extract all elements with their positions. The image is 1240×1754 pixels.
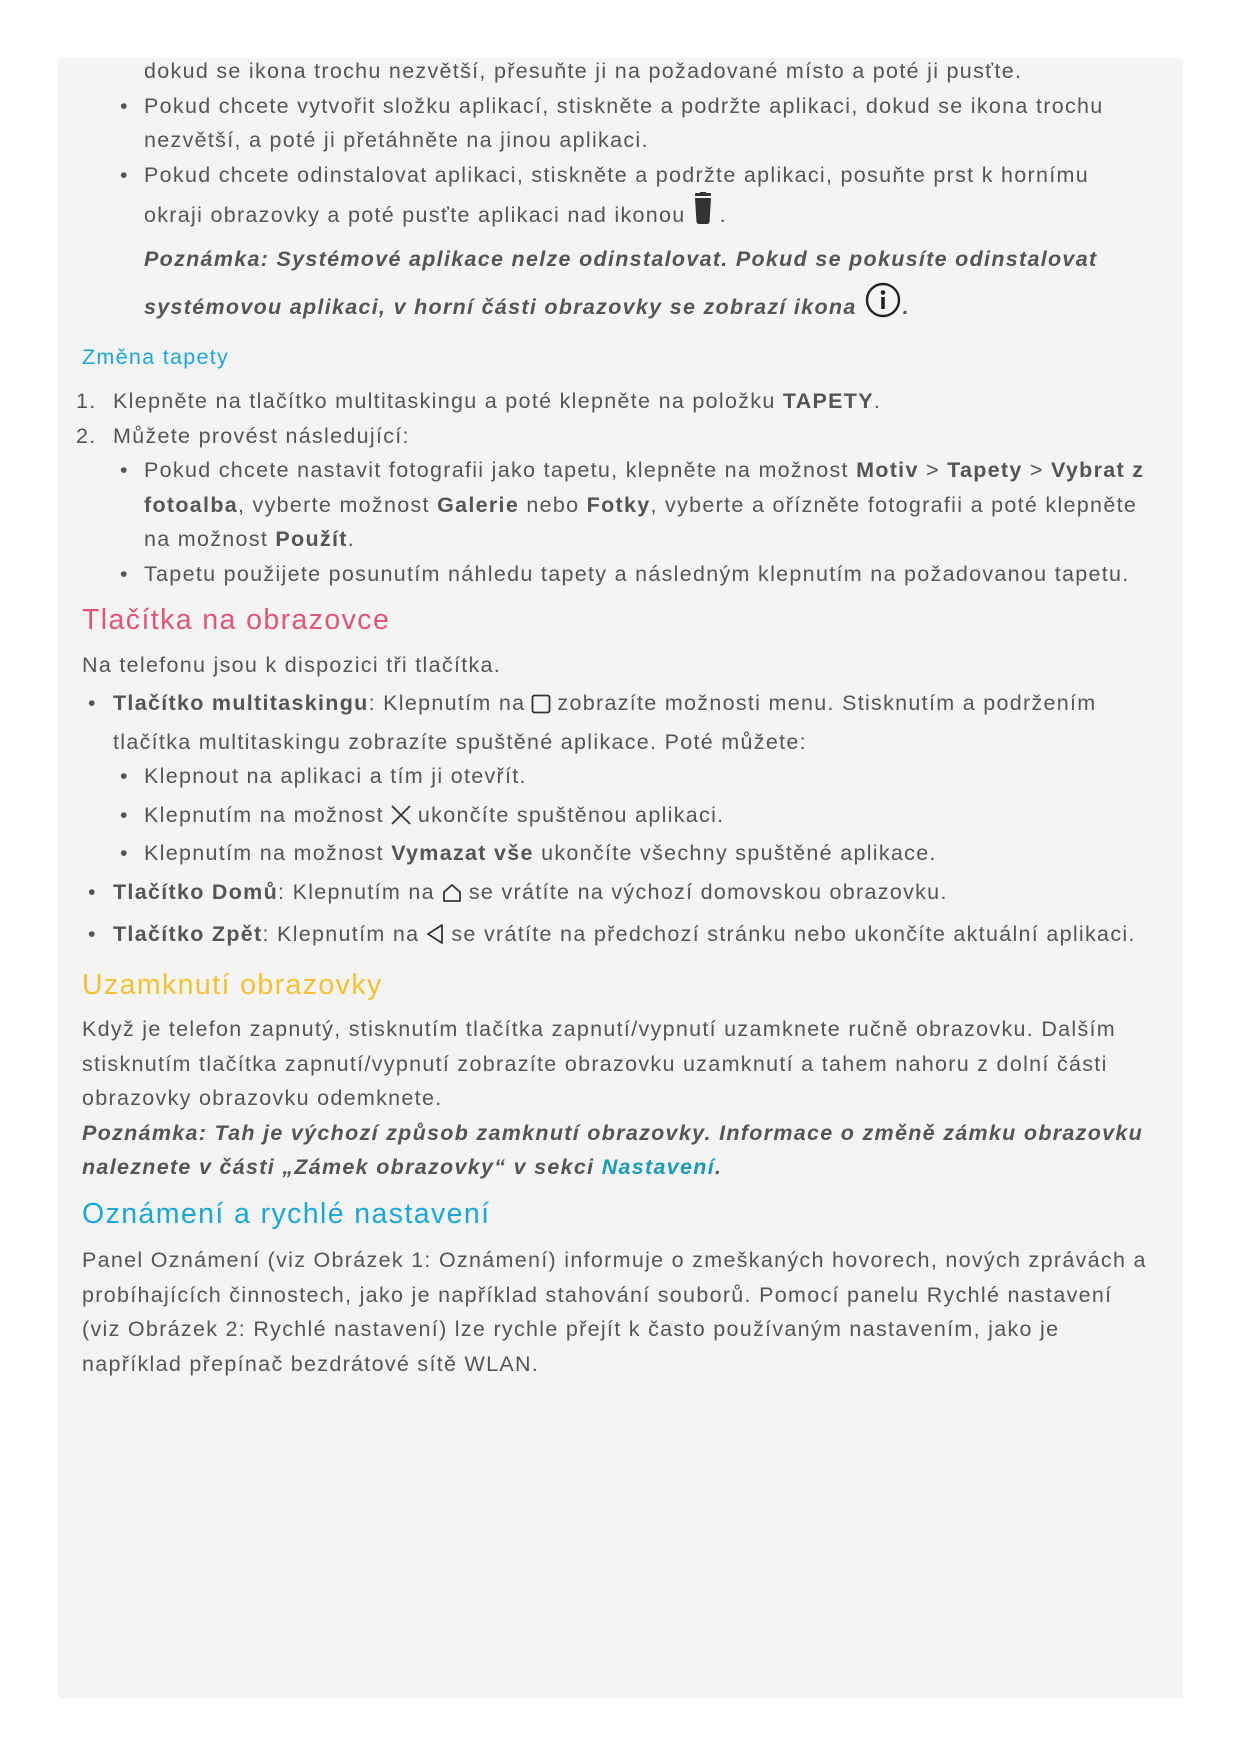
close-icon <box>390 802 412 837</box>
wallpaper-steps <box>76 384 1152 453</box>
list-item: • Klepnutím na možnost ukončíte spuštěnou aplikaci. <box>82 798 1152 837</box>
note-system-apps: Poznámka: Systémové aplikace nelze odinstalovat. Pokud se pokusíte odinstalovat systémovou aplikaci, v horní části obrazovky se zobrazí ikona . <box>82 237 1152 334</box>
intro-line1: dokud se ikona trochu nezvětší, přesuňte ji na požadované místo a poté ji pusťte. <box>144 59 1023 83</box>
section-heading-buttons: Tlačítka na obrazovce <box>82 604 391 636</box>
home-icon <box>441 879 463 914</box>
list-item: 1. Klepněte na tlačítko multitaskingu a poté klepněte na položku TAPETY. <box>76 389 882 413</box>
list-item: • Tlačítko Zpět: Klepnutím na se vrátíte na předchozí stránku nebo ukončíte aktuální aplikaci. <box>82 917 1152 956</box>
section-heading-lock: Uzamknutí obrazovky <box>82 968 383 1001</box>
list-item: • Tlačítko multitaskingu: Klepnutím na zobrazíte možnosti menu. Stisknutím a podržením tlačítka multitaskingu zobrazíte spuštěné aplikace. Poté můžete: <box>82 686 1152 759</box>
list-item: • Pokud chcete nastavit fotografii jako tapetu, klepněte na možnost Motiv > Tapety > Vybrat z fotoalba, vyberte možnost Galerie nebo Fotky, vyberte a ořízněte fotografii a poté klepněte na možnost Použít. <box>82 453 1152 557</box>
document-content <box>76 54 1152 1381</box>
list-item: • Tapetu použijete posunutím náhledu tapety a následným klepnutím na požadovanou tapetu. <box>82 557 1152 592</box>
square-icon <box>531 690 551 725</box>
list-item: 2. Můžete provést následující: <box>76 423 410 448</box>
lock-paragraph: Když je telefon zapnutý, stisknutím tlačítka zapnutí/vypnutí uzamknete ručně obrazovku. Dalším stisknutím tlačítka zapnutí/vypnutí zobrazíte obrazovku uzamknutí a tahem nahoru z dolní části obrazovky obrazovku odemknete. <box>82 1017 1117 1110</box>
notifications-paragraph: Panel Oznámení (viz Obrázek 1: Oznámení) informuje o zmeškaných hovorech, nových zprávách a probíhajících činnostech, jako je například stahování souborů. Pomocí panelu Rychlé nastavení (viz Obrázek 2: Rychlé nastavení) lze rychle přejít k často používaným nastavením, jako je například přepínač bezdrátové sítě WLAN. <box>82 1248 1147 1376</box>
list-item: • Klepnout na aplikaci a tím ji otevřít. <box>82 759 1152 794</box>
list-item: • Pokud chcete vytvořit složku aplikací, stiskněte a podržte aplikaci, dokud se ikona trochu nezvětší, a poté ji přetáhněte na jinou aplikaci. <box>82 89 1152 158</box>
settings-link[interactable]: Nastavení <box>601 1155 715 1179</box>
note-lock: Poznámka: Tah je výchozí způsob zamknutí obrazovky. Informace o změně zámku obrazovku naleznete v části „Zámek obrazovky“ v sekci Nastavení. <box>82 1120 1144 1179</box>
buttons-intro: Na telefonu jsou k dispozici tři tlačítka. <box>82 652 502 677</box>
section-heading-wallpaper: Změna tapety <box>82 344 230 369</box>
section-heading-notifications: Oznámení a rychlé nastavení <box>82 1197 491 1230</box>
trash-icon <box>692 192 714 237</box>
back-icon <box>425 921 445 956</box>
list-item: • Tlačítko Domů: Klepnutím na se vrátíte na výchozí domovskou obrazovku. <box>82 875 1152 914</box>
uninstall-text: Pokud chcete odinstalovat aplikaci, stiskněte a podržte aplikaci, posuňte prst k hornímu okraji obrazovky a poté pusťte aplikaci nad ikonou <box>144 162 1089 227</box>
info-icon <box>865 282 901 334</box>
list-item: • Pokud chcete odinstalovat aplikaci, stiskněte a podržte aplikaci, posuňte prst k hornímu okraji obrazovky a poté pusťte aplikaci nad ikonou . <box>82 158 1152 237</box>
list-item: • Klepnutím na možnost Vymazat vše ukončíte všechny spuštěné aplikace. <box>82 836 1152 871</box>
